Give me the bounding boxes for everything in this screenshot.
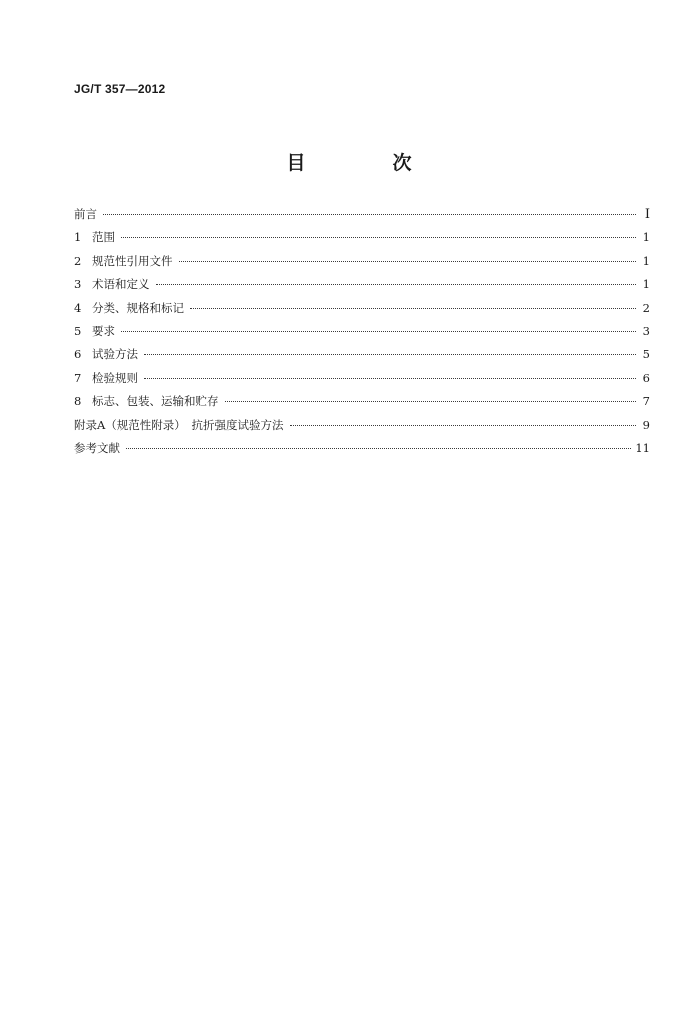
toc-entry-page: 1 bbox=[642, 277, 650, 292]
toc-entry-normative-references[interactable] bbox=[74, 253, 650, 276]
toc-entry-title: 试验方法 bbox=[92, 347, 138, 362]
toc-entry-number: 1 bbox=[74, 230, 82, 245]
dot-leader bbox=[103, 214, 636, 215]
toc-entry-title: 标志、包装、运输和贮存 bbox=[92, 394, 219, 409]
toc-entry-page: 7 bbox=[642, 394, 650, 409]
toc-entry-foreword[interactable] bbox=[74, 206, 650, 229]
dot-leader bbox=[126, 448, 631, 449]
toc-entry-page: 1 bbox=[642, 253, 650, 268]
toc-entry-label bbox=[74, 253, 173, 269]
toc-entry-classification[interactable] bbox=[74, 300, 650, 323]
toc-entry-requirements[interactable] bbox=[74, 323, 650, 346]
toc-entry-number: 5 bbox=[74, 323, 82, 338]
toc-entry-page: 2 bbox=[642, 300, 650, 315]
toc-entry-title: 范围 bbox=[92, 230, 115, 245]
standard-code: JG/T 357—2012 bbox=[74, 82, 166, 96]
toc-entry-annex-a[interactable] bbox=[74, 417, 650, 440]
dot-leader bbox=[225, 401, 637, 402]
toc-entry-title: 规范性引用文件 bbox=[92, 253, 173, 268]
toc-entry-page: 9 bbox=[642, 417, 650, 432]
toc-entry-label bbox=[74, 346, 138, 362]
dot-leader bbox=[190, 308, 636, 309]
toc-entry-title: 附录A（规范性附录） 抗折强度试验方法 bbox=[74, 417, 284, 432]
dot-leader bbox=[156, 284, 637, 285]
toc-entry-title: 前言 bbox=[74, 207, 97, 221]
toc-entry-page: 6 bbox=[642, 370, 650, 385]
dot-leader bbox=[121, 331, 636, 332]
toc-entry-label bbox=[74, 229, 115, 245]
toc-entry-page: 3 bbox=[642, 323, 650, 338]
toc-entry-terms-definitions[interactable] bbox=[74, 276, 650, 299]
dot-leader bbox=[121, 237, 636, 238]
toc-entry-title: 检验规则 bbox=[92, 370, 138, 385]
toc-entry-number: 4 bbox=[74, 300, 82, 315]
toc-entry-title: 术语和定义 bbox=[92, 277, 150, 292]
toc-entry-number: 7 bbox=[74, 370, 82, 385]
dot-leader bbox=[290, 425, 636, 426]
toc-entry-test-methods[interactable] bbox=[74, 346, 650, 369]
toc-entry-scope[interactable] bbox=[74, 229, 650, 252]
dot-leader bbox=[144, 354, 636, 355]
toc-entry-label bbox=[74, 276, 150, 292]
toc-entry-number: 6 bbox=[74, 347, 82, 362]
toc-entry-bibliography[interactable] bbox=[74, 440, 650, 463]
toc-entry-label bbox=[74, 370, 138, 386]
toc-entry-title: 参考文献 bbox=[74, 440, 120, 455]
toc-entry-number: 3 bbox=[74, 277, 82, 292]
toc-entry-page: I bbox=[644, 207, 650, 222]
dot-leader bbox=[144, 378, 636, 379]
toc-title: 目 次 bbox=[286, 152, 446, 174]
toc-entry-title: 要求 bbox=[92, 323, 115, 338]
toc-entry-inspection-rules[interactable] bbox=[74, 370, 650, 393]
dot-leader bbox=[179, 261, 637, 262]
toc-entry-page: 5 bbox=[642, 347, 650, 362]
toc-entry-label bbox=[74, 393, 219, 409]
toc-entry-label bbox=[74, 300, 184, 316]
toc-entry-page: 1 bbox=[642, 230, 650, 245]
toc-entry-label bbox=[74, 323, 115, 339]
toc-entry-number: 8 bbox=[74, 394, 82, 409]
table-of-contents bbox=[74, 206, 650, 463]
toc-entry-page: 11 bbox=[635, 440, 650, 455]
toc-entry-number: 2 bbox=[74, 253, 82, 268]
toc-entry-title: 分类、规格和标记 bbox=[92, 300, 184, 315]
toc-entry-marking-packaging[interactable] bbox=[74, 393, 650, 416]
